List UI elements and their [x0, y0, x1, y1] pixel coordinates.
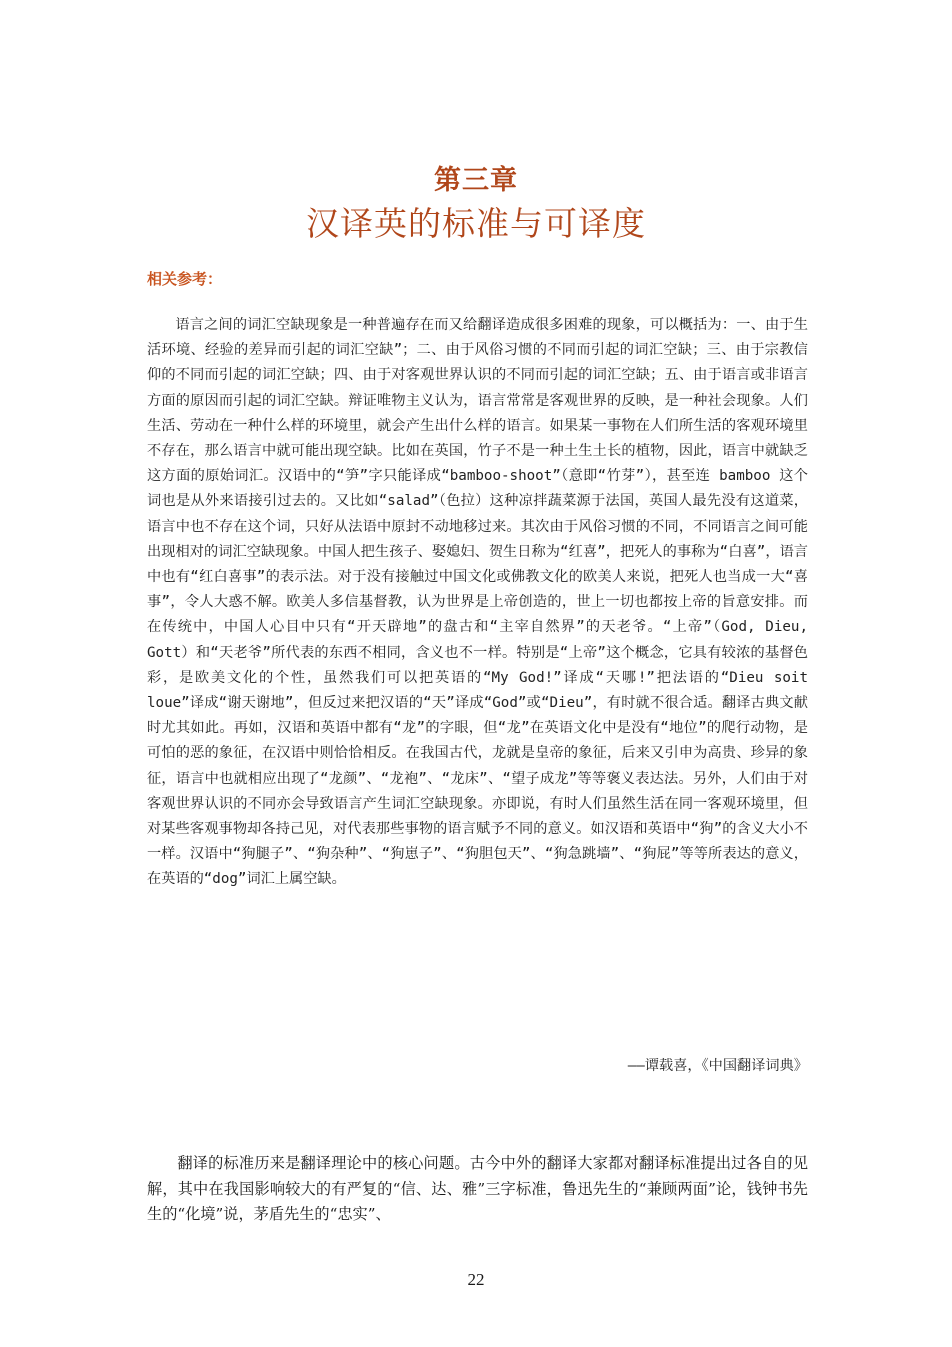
reference-quote: 语言之间的词汇空缺现象是一种普遍存在而又给翻译造成很多困难的现象，可以概括为：一、由于生活环境、经验的差异而引起的词汇空缺”；二、由于风俗习惯的不同而引起的词汇空缺；三、由于宗教信仰的不同而引起的词汇空缺；四、由于对客观世界认识的不同而引起的词汇空缺；五、由于语言或非语言方面的原因而引起的词汇空缺。辩证唯物主义认为，语言常常是客观世界的反映，是一种社会现象。人们生活、劳动在一种什么样的环境里，就会产生出什么样的语言。如果某一事物在人们所生活的客观环境里不存在，那么语言中就可能出现空缺。比如在英国，竹子不是一种土生土长的植物，因此，语言中就缺乏这方面的原始词汇。汉语中的“笋”字只能译成“bamboo-shoot”（意即“竹芽”），甚至连 bamboo 这个词也是从外来语接引过去的。又比如“salad”（色拉）这种凉拌蔬菜源于法国，英国人最先没有这道菜，语言中也不存在这个词，只好从法语中原封不动地移过来。其次由于风俗习惯的不同，不同语言之间可能出现相对的词汇空缺现象。中国人把生孩子、娶媳妇、贺生日称为“红喜”，把死人的事称为“白喜”，语言中也有“红白喜事”的表示法。对于没有接触过中国文化或佛教文化的欧美人来说，把死人也当成一大“喜事”，令人大惑不解。欧美人多信基督教，认为世界是上帝创造的，世上一切也都按上帝的旨意安排。而在传统中，中国人心目中只有“开天辟地”的盘古和“主宰自然界”的天老爷。“上帝”（God, Dieu, Gott）和“天老爷”所代表的东西不相同，含义也不一样。特别是“上帝”这个概念，它具有较浓的基督色彩，是欧美文化的个性，虽然我们可以把英语的“My God!”译成“天哪!”把法语的“Dieu soit loue”译成“谢天谢地”，但反过来把汉语的“天”译成“God”或“Dieu”，有时就不很合适。翻译古典文献时尤其如此。再如，汉语和英语中都有“龙”的字眼，但“龙”在英语文化中是没有“地位”的爬行动物，是可怕的恶的象征，在汉语中则恰恰相反。在我国古代，龙就是皇帝的象征，后来又引申为高贵、珍异的象征，语言中也就相应出现了“龙颜”、“龙袍”、“龙床”、“望子成龙”等等褒义表达法。另外，人们由于对客观世界认识的不同亦会导致语言产生词汇空缺现象。亦即说，有时人们虽然生活在同一客观环境里，但对某些客观事物却各持己见，对代表那些事物的语言赋予不同的意义。如汉语和英语中“狗”的含义大小不一样。汉语中“狗腿子”、“狗杂种”、“狗崽子”、“狗胆包天”、“狗急跳墙”、“狗屁”等等所表达的意义，在英语的“dog”词汇上属空缺。 — [147, 317, 808, 888]
reference-source: ——谭载喜，《中国翻译词典》 — [627, 1058, 808, 1074]
page-number: 22 — [467, 1270, 485, 1289]
body-paragraph: 翻译的标准历来是翻译理论中的核心问题。古今中外的翻译大家都对翻译标准提出过各自的见解，其中在我国影响较大的有严复的“信、达、雅”三字标准，鲁迅先生的“兼顾两面”论，钱钟书先生的“化境”说，茅盾先生的“忠实”、 — [147, 1154, 808, 1223]
chapter-title: 汉译英的标准与可译度 — [306, 204, 646, 243]
chapter-label: 第三章 — [434, 165, 518, 196]
reference-heading: 相关参考： — [147, 270, 223, 288]
